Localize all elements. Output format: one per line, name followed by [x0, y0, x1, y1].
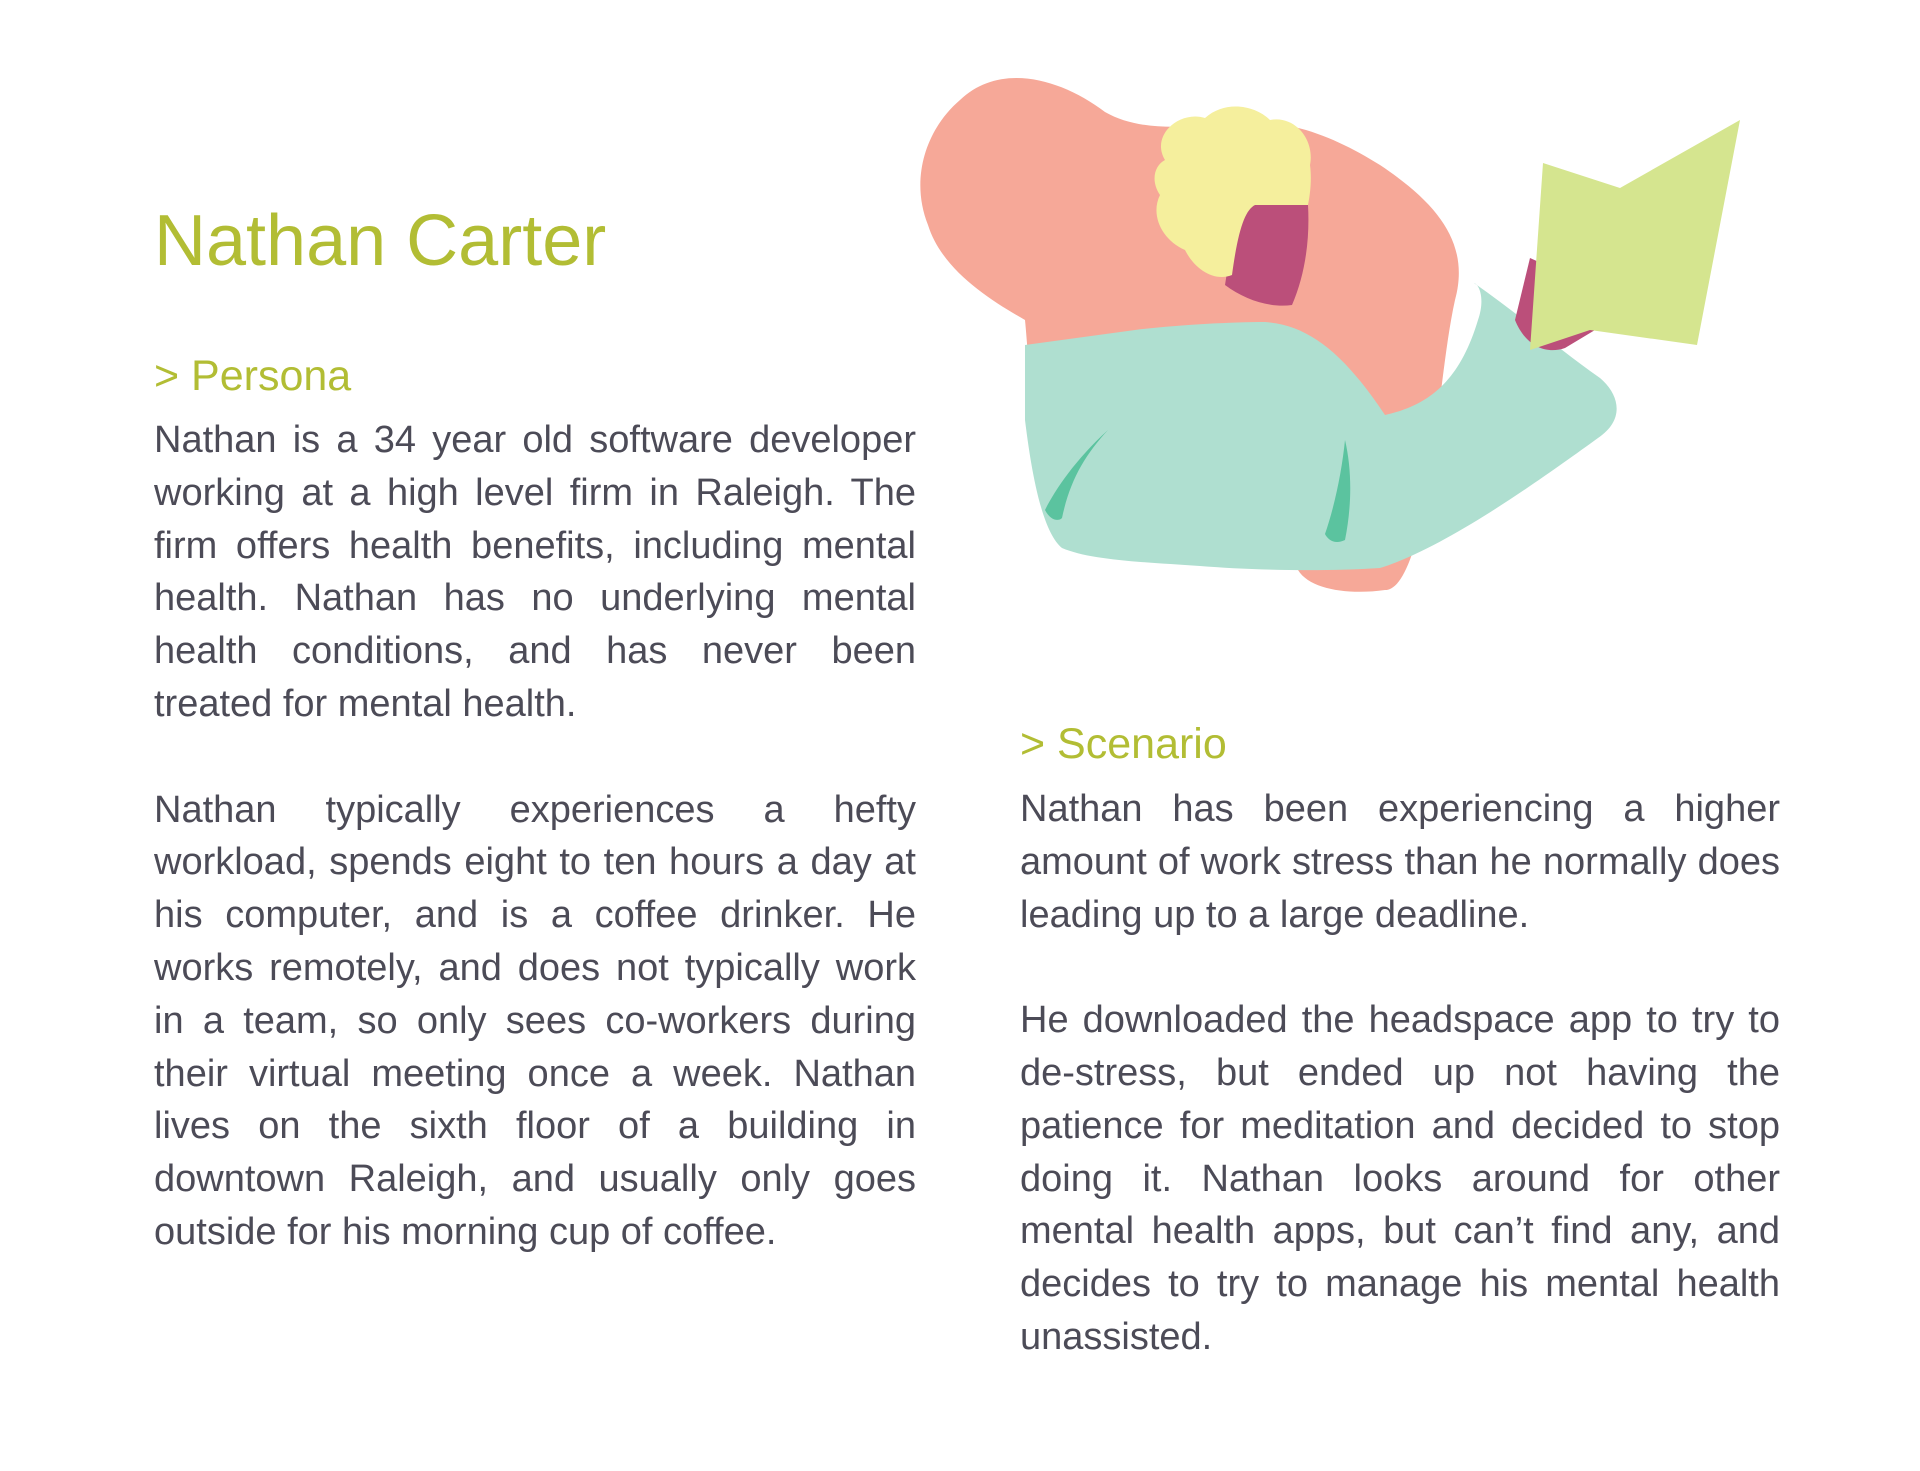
persona-paragraph: Nathan is a 34 year old software developer working at a high level firm in Raleigh. The firm offers health benefits, including mental health. Nathan has no underlying mental health conditions, and has never been treated for mental health.: [154, 419, 916, 725]
scenario-paragraph: He downloaded the headspace app to try to de-stress, but ended up not having the patience for meditation and decided to stop doing it. Nathan looks around for other mental health apps, but can’t find any, and decides to try to manage his mental health unassisted.: [1020, 999, 1780, 1358]
persona-heading: > Persona: [154, 352, 352, 400]
persona-description: [154, 414, 916, 1259]
paper-shape: [1530, 120, 1740, 350]
scenario-description: [1020, 783, 1780, 1364]
person-reading-illustration: [900, 60, 1760, 620]
persona-paragraph: Nathan typically experiences a hefty workload, spends eight to ten hours a day at his computer, and is a coffee drinker. He works remotely, and does not typically work in a team, so only sees co-workers during their virtual meeting once a week. Nathan lives on the sixth floor of a building in downtown Raleigh, and usually only goes outside for his morning cup of coffee.: [154, 788, 916, 1253]
scenario-paragraph: Nathan has been experiencing a higher amount of work stress than he normally does leading up to a large deadline.: [1020, 788, 1780, 936]
paragraph-gap: [154, 731, 916, 784]
paragraph-gap: [1020, 941, 1780, 994]
scenario-heading: > Scenario: [1020, 720, 1227, 768]
persona-name: Nathan Carter: [154, 201, 607, 281]
